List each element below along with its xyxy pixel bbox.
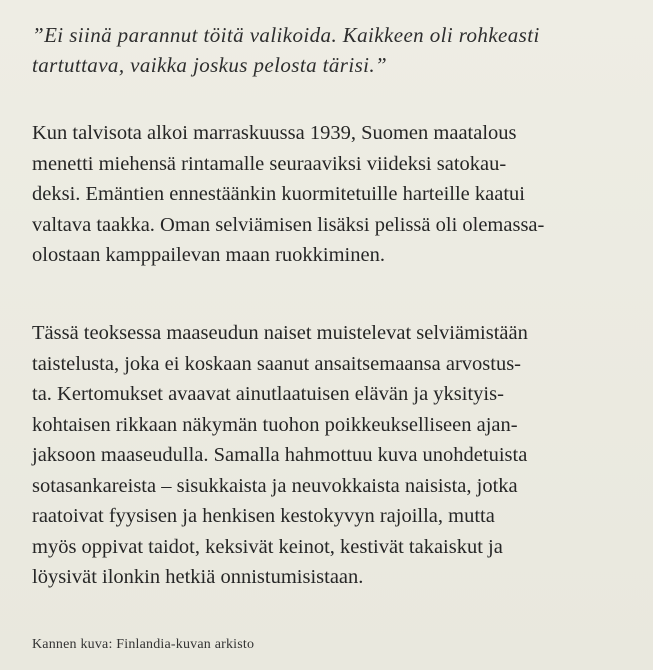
paragraph-line: valtava taakka. Oman selviämisen lisäksi pelissä oli olemassa- — [32, 213, 545, 236]
paragraph-line: myös oppivat taidot, keksivät keinot, kestivät takaiskut ja — [32, 535, 503, 558]
pull-quote — [32, 20, 632, 80]
paragraph-line: menetti miehensä rintamalle seuraaviksi viideksi satokau- — [32, 152, 507, 175]
paragraph-line: raatoivat fyysisen ja henkisen kestokyvyn rajoilla, mutta — [32, 505, 495, 527]
paragraph-line: Tässä teoksessa maaseudun naiset muistelevat selviämistään — [32, 322, 528, 344]
paragraph-line: deksi. Emäntien ennestäänkin kuormitetuille harteille kaatui — [32, 183, 525, 205]
paragraph-description — [32, 318, 632, 593]
paragraph-line: kohtaisen rikkaan näkymän tuohon poikkeukselliseen ajan- — [32, 413, 518, 436]
quote-line: tartuttava, vaikka joskus pelosta tärisi.” — [32, 53, 388, 77]
paragraph-line: löysivät ilonkin hetkiä onnistumisistaan. — [32, 566, 364, 588]
paragraph-line: taistelusta, joka ei koskaan saanut ansaitsemaansa arvostus- — [32, 352, 522, 375]
quote-line: ”Ei siinä parannut töitä valikoida. Kaikkeen oli rohkeasti — [32, 23, 540, 47]
paragraph-line: olostaan kamppailevan maan ruokkiminen. — [32, 244, 385, 266]
paragraph-line: ta. Kertomukset avaavat ainutlaatuisen elävän ja yksityis- — [32, 383, 504, 405]
cover-photo-credit: Kannen kuva: Finlandia-kuvan arkisto — [32, 637, 255, 652]
paragraph-line: sotasankareista – sisukkaista ja neuvokkaista naisista, jotka — [32, 474, 518, 497]
paragraph-line: Kun talvisota alkoi marraskuussa 1939, Suomen maatalous — [32, 122, 517, 144]
paragraph-intro — [32, 118, 632, 271]
paragraph-line: jaksoon maaseudulla. Samalla hahmottuu kuva unohdetuista — [32, 444, 528, 466]
